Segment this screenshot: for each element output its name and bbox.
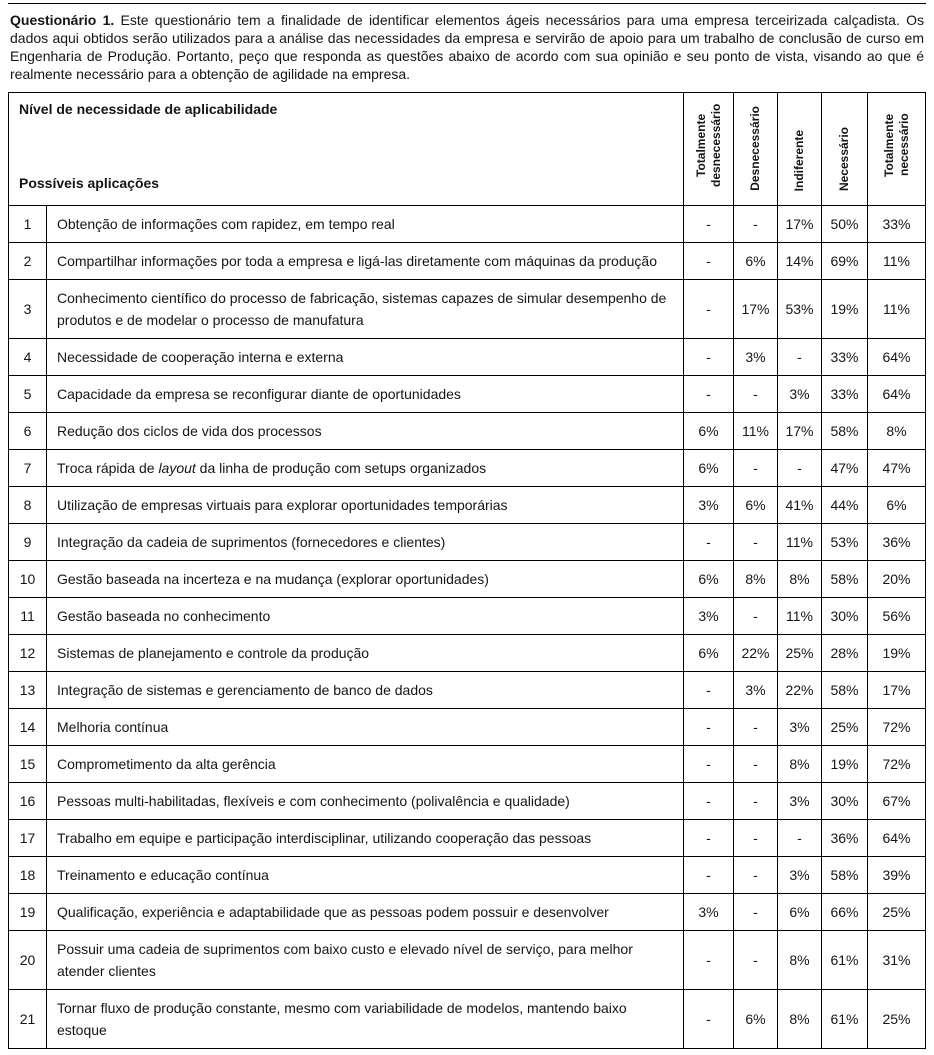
row-description: Gestão baseada no conhecimento <box>47 598 684 635</box>
value-cell: 30% <box>822 598 868 635</box>
table-row <box>9 894 926 931</box>
value-cell: 17% <box>868 672 926 709</box>
row-number: 5 <box>9 376 47 413</box>
table-row <box>9 783 926 820</box>
value-cell: - <box>684 280 734 339</box>
value-cell: 8% <box>778 561 822 598</box>
value-cell: 64% <box>868 376 926 413</box>
value-cell: 19% <box>822 280 868 339</box>
table-row <box>9 635 926 672</box>
value-cell: 3% <box>684 894 734 931</box>
header-level-label: Nível de necessidade de aplicabilidade <box>19 101 278 117</box>
questionnaire-title: Questionário 1. <box>10 12 115 28</box>
row-description: Treinamento e educação contínua <box>47 857 684 894</box>
row-number: 2 <box>9 243 47 280</box>
table-row <box>9 280 926 339</box>
value-cell: 22% <box>778 672 822 709</box>
value-cell: 36% <box>868 524 926 561</box>
value-cell: 6% <box>684 450 734 487</box>
row-description: Integração de sistemas e gerenciamento de banco de dados <box>47 672 684 709</box>
value-cell: 33% <box>868 206 926 243</box>
row-number: 4 <box>9 339 47 376</box>
row-description: Pessoas multi-habilitadas, flexíveis e com conhecimento (polivalência e qualidade) <box>47 783 684 820</box>
value-cell: 3% <box>734 339 778 376</box>
value-cell: 8% <box>778 931 822 990</box>
column-header-desnecessario <box>734 93 778 206</box>
value-cell: 11% <box>868 280 926 339</box>
value-cell: 53% <box>778 280 822 339</box>
value-cell: - <box>734 820 778 857</box>
value-cell: - <box>734 598 778 635</box>
value-cell: 11% <box>778 598 822 635</box>
value-cell: - <box>684 709 734 746</box>
row-number: 21 <box>9 990 47 1049</box>
value-cell: - <box>734 931 778 990</box>
column-header-totalmente-desnecessario <box>684 93 734 206</box>
value-cell: 3% <box>778 376 822 413</box>
value-cell: - <box>778 450 822 487</box>
value-cell: 17% <box>778 206 822 243</box>
row-description: Tornar fluxo de produção constante, mesmo com variabilidade de modelos, mantendo baixo estoque <box>47 990 684 1049</box>
row-number: 8 <box>9 487 47 524</box>
value-cell: 20% <box>868 561 926 598</box>
row-description: Sistemas de planejamento e controle da produção <box>47 635 684 672</box>
value-cell: 72% <box>868 746 926 783</box>
row-number: 19 <box>9 894 47 931</box>
row-number: 9 <box>9 524 47 561</box>
value-cell: 3% <box>778 783 822 820</box>
rotated-header-label: Necessário <box>837 126 851 191</box>
value-cell: 28% <box>822 635 868 672</box>
value-cell: 6% <box>684 413 734 450</box>
row-number: 16 <box>9 783 47 820</box>
value-cell: 30% <box>822 783 868 820</box>
value-cell: - <box>684 990 734 1049</box>
value-cell: 6% <box>734 243 778 280</box>
row-description: Compartilhar informações por toda a empresa e ligá-las diretamente com máquinas da produção <box>47 243 684 280</box>
value-cell: 3% <box>684 487 734 524</box>
table-row <box>9 413 926 450</box>
table-row <box>9 206 926 243</box>
value-cell: 3% <box>778 857 822 894</box>
header-corner-cell <box>9 93 684 206</box>
table-row <box>9 339 926 376</box>
column-header-necessario <box>822 93 868 206</box>
table-row <box>9 857 926 894</box>
value-cell: 25% <box>868 894 926 931</box>
row-description: Integração da cadeia de suprimentos (fornecedores e clientes) <box>47 524 684 561</box>
value-cell: 31% <box>868 931 926 990</box>
row-number: 1 <box>9 206 47 243</box>
value-cell: - <box>684 746 734 783</box>
value-cell: 58% <box>822 857 868 894</box>
row-number: 3 <box>9 280 47 339</box>
row-description: Qualificação, experiência e adaptabilidade que as pessoas podem possuir e desenvolver <box>47 894 684 931</box>
table-row <box>9 746 926 783</box>
value-cell: 61% <box>822 990 868 1049</box>
value-cell: - <box>734 709 778 746</box>
row-description: Capacidade da empresa se reconfigurar diante de oportunidades <box>47 376 684 413</box>
table-row <box>9 709 926 746</box>
value-cell: - <box>684 857 734 894</box>
row-description-suffix: da linha de produção com setups organizados <box>195 460 487 476</box>
value-cell: 6% <box>684 635 734 672</box>
value-cell: 72% <box>868 709 926 746</box>
row-number: 7 <box>9 450 47 487</box>
value-cell: - <box>734 783 778 820</box>
value-cell: - <box>734 206 778 243</box>
value-cell: - <box>684 243 734 280</box>
value-cell: 53% <box>822 524 868 561</box>
value-cell: 11% <box>734 413 778 450</box>
value-cell: 6% <box>778 894 822 931</box>
row-number: 12 <box>9 635 47 672</box>
rotated-header-label: Indiferente <box>792 129 806 191</box>
questionnaire-intro-text: Este questionário tem a finalidade de identificar elementos ágeis necessários para uma empresa terceirizada calçadista. Os dados aqui obtidos serão utilizados para a análise das necessidades da empresa e servirão de apoio para um trabalho de conclusão de curso em Engenharia de Produção. Portanto, peço que responda as questões abaixo de acordo com sua opinião e seu ponto de vista, visando ao que é realmente necessário para a obtenção de agilidade na empresa. <box>10 12 924 82</box>
value-cell: - <box>734 524 778 561</box>
row-description-prefix: Troca rápida de <box>57 460 159 476</box>
table-row <box>9 524 926 561</box>
value-cell: 56% <box>868 598 926 635</box>
value-cell: 44% <box>822 487 868 524</box>
value-cell: - <box>684 783 734 820</box>
row-description: Possuir uma cadeia de suprimentos com baixo custo e elevado nível de serviço, para melhor atender clientes <box>47 931 684 990</box>
row-description: Obtenção de informações com rapidez, em tempo real <box>47 206 684 243</box>
value-cell: 33% <box>822 339 868 376</box>
rotated-header-label: Totalmente necessário <box>881 113 911 177</box>
value-cell: 25% <box>822 709 868 746</box>
value-cell: - <box>684 672 734 709</box>
value-cell: 11% <box>778 524 822 561</box>
value-cell: - <box>684 206 734 243</box>
table-row <box>9 931 926 990</box>
table-row <box>9 561 926 598</box>
value-cell: 33% <box>822 376 868 413</box>
row-number: 10 <box>9 561 47 598</box>
value-cell: 25% <box>778 635 822 672</box>
value-cell: 6% <box>684 561 734 598</box>
value-cell: 3% <box>734 672 778 709</box>
value-cell: 64% <box>868 820 926 857</box>
row-number: 20 <box>9 931 47 990</box>
value-cell: 61% <box>822 931 868 990</box>
value-cell: 19% <box>822 746 868 783</box>
value-cell: 19% <box>868 635 926 672</box>
value-cell: - <box>734 894 778 931</box>
row-description: Comprometimento da alta gerência <box>47 746 684 783</box>
value-cell: - <box>684 931 734 990</box>
table-row <box>9 376 926 413</box>
table-row <box>9 598 926 635</box>
column-header-totalmente-necessario <box>868 93 926 206</box>
rotated-header-label: Totalmente desnecessário <box>693 103 723 187</box>
value-cell: 66% <box>822 894 868 931</box>
value-cell: 8% <box>868 413 926 450</box>
header-corner-labels <box>19 101 673 191</box>
value-cell: 11% <box>868 243 926 280</box>
row-number: 18 <box>9 857 47 894</box>
row-number: 14 <box>9 709 47 746</box>
row-description: Utilização de empresas virtuais para explorar oportunidades temporárias <box>47 487 684 524</box>
value-cell: 14% <box>778 243 822 280</box>
value-cell: 8% <box>778 990 822 1049</box>
table-row <box>9 243 926 280</box>
row-description: Gestão baseada na incerteza e na mudança (explorar oportunidades) <box>47 561 684 598</box>
value-cell: 22% <box>734 635 778 672</box>
value-cell: 17% <box>734 280 778 339</box>
value-cell: 64% <box>868 339 926 376</box>
row-description: Conhecimento científico do processo de fabricação, sistemas capazes de simular desempenho de produtos e de modelar o processo de manufatura <box>47 280 684 339</box>
value-cell: 3% <box>778 709 822 746</box>
row-description: Melhoria contínua <box>47 709 684 746</box>
value-cell: - <box>684 524 734 561</box>
value-cell: 47% <box>822 450 868 487</box>
row-number: 11 <box>9 598 47 635</box>
row-description: Trabalho em equipe e participação interdisciplinar, utilizando cooperação das pessoas <box>47 820 684 857</box>
row-number: 6 <box>9 413 47 450</box>
value-cell: 47% <box>868 450 926 487</box>
table-row <box>9 990 926 1049</box>
table-row <box>9 487 926 524</box>
questionnaire-table <box>8 92 926 1049</box>
rotated-header-label: Desnecessário <box>748 106 762 191</box>
questionnaire-intro <box>8 3 926 92</box>
value-cell: 6% <box>734 487 778 524</box>
value-cell: - <box>684 376 734 413</box>
value-cell: 25% <box>868 990 926 1049</box>
value-cell: 67% <box>868 783 926 820</box>
value-cell: - <box>684 339 734 376</box>
value-cell: - <box>734 857 778 894</box>
table-header-row <box>9 93 926 206</box>
value-cell: 50% <box>822 206 868 243</box>
table-row <box>9 672 926 709</box>
value-cell: - <box>734 746 778 783</box>
value-cell: 36% <box>822 820 868 857</box>
value-cell: 39% <box>868 857 926 894</box>
value-cell: 69% <box>822 243 868 280</box>
row-number: 17 <box>9 820 47 857</box>
value-cell: 17% <box>778 413 822 450</box>
value-cell: - <box>734 376 778 413</box>
value-cell: - <box>778 820 822 857</box>
value-cell: 3% <box>684 598 734 635</box>
value-cell: 58% <box>822 413 868 450</box>
column-header-indiferente <box>778 93 822 206</box>
value-cell: 58% <box>822 672 868 709</box>
italic-term: layout <box>158 460 196 476</box>
header-applications-label: Possíveis aplicações <box>19 175 160 191</box>
value-cell: 8% <box>734 561 778 598</box>
value-cell: 8% <box>778 746 822 783</box>
value-cell: 6% <box>868 487 926 524</box>
table-row <box>9 820 926 857</box>
table-row <box>9 450 926 487</box>
value-cell: 41% <box>778 487 822 524</box>
value-cell: - <box>778 339 822 376</box>
row-description <box>47 450 684 487</box>
value-cell: - <box>684 820 734 857</box>
row-description: Necessidade de cooperação interna e externa <box>47 339 684 376</box>
value-cell: 6% <box>734 990 778 1049</box>
row-description: Redução dos ciclos de vida dos processos <box>47 413 684 450</box>
row-number: 15 <box>9 746 47 783</box>
value-cell: 58% <box>822 561 868 598</box>
row-number: 13 <box>9 672 47 709</box>
value-cell: - <box>734 450 778 487</box>
